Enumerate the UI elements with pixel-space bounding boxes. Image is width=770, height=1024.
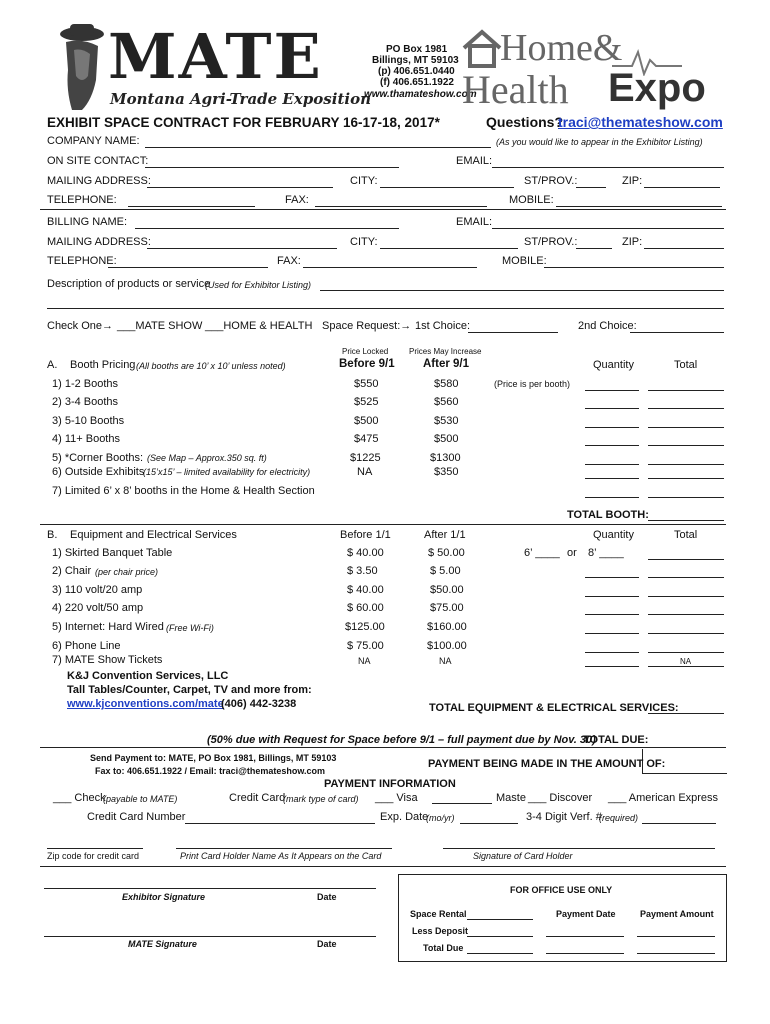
mailing-address-label: MAILING ADDRESS: [47,175,151,187]
section-a-letter: A. [47,359,58,371]
telephone-field[interactable] [128,206,255,207]
contact-email-field[interactable] [492,167,724,168]
page-title: EXHIBIT SPACE CONTRACT FOR FEBRUARY 16-17-18, 2017* [47,115,440,130]
billing-email-field[interactable] [492,228,724,229]
quantity-field[interactable] [585,652,639,653]
credit-card-note: (mark type of card) [283,794,359,804]
company-name-note: (As you would like to appear in the Exhibitor Listing) [496,137,703,147]
booth-price-after: $1300 [430,452,461,464]
cc-number-field[interactable] [185,823,375,824]
kj-company: K&J Convention Services, LLC [67,670,229,682]
space-request-label: Space Request:→ [322,320,412,332]
payment-info-title: PAYMENT INFORMATION [324,778,456,790]
website: www.thamateshow.com [364,89,477,100]
equipment-price-before: $125.00 [345,621,385,633]
booth-row-note: (See Map – Approx.350 sq. ft) [147,453,267,463]
billing-city-label: CITY: [350,236,378,248]
print-name-field[interactable] [176,848,392,849]
billing-fax-field[interactable] [303,267,477,268]
payment-amount-field-1[interactable] [637,936,715,937]
exhibitor-date-label: Date [317,892,337,902]
heartbeat-icon [612,46,682,76]
cc-number-label: Credit Card Number [87,811,186,823]
logo-subtitle: Montana Agri-Trade Exposition [110,90,371,108]
total-field[interactable] [648,427,724,428]
total-field[interactable] [648,633,724,634]
space-rental-field[interactable] [467,919,533,920]
equipment-row-note: (per chair price) [95,567,159,577]
booth-price-before: $475 [354,433,379,445]
billing-mailing-label: MAILING ADDRESS: [47,236,151,248]
home-health-option[interactable]: ___HOME & HEALTH [205,320,313,332]
billing-mobile-field[interactable] [544,267,724,268]
equipment-price-before: $ 40.00 [347,547,384,559]
section-b-col2: After 1/1 [424,529,466,541]
exhibitor-signature-field[interactable] [44,888,376,889]
zip-code-label: Zip code for credit card [47,851,140,861]
billing-name-label: BILLING NAME: [47,216,128,228]
billing-fax-label: FAX: [277,255,301,267]
prices-increase-label: Prices May Increase [409,347,482,356]
equipment-row-label: 1) Skirted Banquet Table [52,547,173,559]
booth-price-before: $500 [354,415,379,427]
cvv-note: (required) [599,813,639,823]
discover-option[interactable]: ___ Discover [528,792,593,804]
credit-card-label: Credit Card [229,792,286,804]
mate-logo [52,20,371,112]
billing-zip-label: ZIP: [622,236,643,248]
company-name-label: COMPANY NAME: [47,135,140,147]
total-field[interactable] [648,497,724,498]
quantity-field[interactable] [585,464,639,465]
payment-amount-field-2[interactable] [637,953,715,954]
total-field[interactable] [648,559,724,560]
total-due-label: TOTAL DUE: [583,734,649,746]
cowboy-icon [52,20,112,112]
booth-price-before: $525 [354,396,379,408]
booth-price-after: $500 [434,433,459,445]
total-field[interactable] [648,445,724,446]
billing-city-field[interactable] [380,248,518,249]
booth-price-before: $1225 [350,452,381,464]
mastercard-blank[interactable] [432,803,492,804]
equipment-row-label: 6) Phone Line [52,640,121,652]
expo-health-text: Health [462,67,569,112]
zip-field[interactable] [644,187,720,188]
city-field[interactable] [380,187,514,188]
price-locked-label: Price Locked [342,347,389,356]
billing-telephone-field[interactable] [108,267,268,268]
city-label: CITY: [350,175,378,187]
total-field[interactable] [648,666,724,667]
divider [40,209,726,210]
mate-date-label: Date [317,939,337,949]
section-b-col1: Before 1/1 [340,529,391,541]
fax-email-line: Fax to: 406.651.1922 / Email: traci@themateshow.com [95,766,326,776]
quantity-field[interactable] [585,497,639,498]
billing-telephone-label: TELEPHONE: [47,255,117,267]
booth-row-label: 6) Outside Exhibits [52,466,145,478]
quantity-field[interactable] [585,445,639,446]
total-equipment-label: TOTAL EQUIPMENT & ELECTRICAL SERVICES: [429,702,679,714]
equipment-price-after: $160.00 [427,621,467,633]
check-one-label: Check One→ [47,320,114,332]
first-choice-label: 1st Choice: [415,320,471,332]
billing-name-field[interactable] [135,228,399,229]
billing-stprov-field[interactable] [576,248,612,249]
table-size-6[interactable]: 6’ ____ [524,547,560,559]
quantity-field[interactable] [585,666,639,667]
kj-link[interactable]: www.kjconventions.com/mate [67,698,224,710]
check-option[interactable]: ___ Check [53,792,106,804]
total-field[interactable] [648,478,724,479]
quantity-field[interactable] [585,478,639,479]
divider [40,524,726,525]
due-note: (50% due with Request for Space before 9/1 – full payment due by Nov. 30) [207,734,596,746]
description-field-2[interactable] [47,308,724,309]
booth-row-label: 5) *Corner Booths: [52,452,144,464]
kj-phone: (406) 442-3238 [221,698,297,710]
telephone-label: TELEPHONE: [47,194,117,206]
payment-amount-label: Payment Amount [640,909,714,919]
logo-wordmark: MATE [108,20,323,93]
exp-date-note: (mo/yr) [426,813,455,823]
mobile-label: MOBILE: [509,194,554,206]
quantity-field[interactable] [585,614,639,615]
total-due-office-field[interactable] [467,953,533,954]
equipment-price-before: NA [358,656,371,666]
section-b-title: Equipment and Electrical Services [70,529,237,541]
house-icon [462,28,502,68]
equipment-price-after: $ 5.00 [430,565,461,577]
payment-date-label: Payment Date [556,909,616,919]
quantity-field[interactable] [585,577,639,578]
equipment-price-before: $ 75.00 [347,640,384,652]
billing-stprov-label: ST/PROV.: [524,236,578,248]
payment-date-field-2[interactable] [546,953,624,954]
stprov-label: ST/PROV.: [524,175,578,187]
zip-code-field[interactable] [47,848,143,849]
equipment-row-label: 7) MATE Show Tickets [52,654,163,666]
booth-row-note: (15’x15’ – limited availability for electricity) [143,467,311,477]
total-field[interactable] [648,596,724,597]
phone-number: (p) 406.651.0440 [378,66,455,77]
equipment-price-after: NA [439,656,452,666]
payment-amount-label: PAYMENT BEING MADE IN THE AMOUNT OF: [428,758,666,770]
mastercard-option[interactable]: Maste [496,792,526,804]
equipment-price-before: $ 40.00 [347,584,384,596]
billing-mailing-field[interactable] [147,248,337,249]
fax-label: FAX: [285,194,309,206]
mobile-field[interactable] [556,206,722,207]
cvv-field[interactable] [642,823,716,824]
table-size-or: or [567,547,577,559]
mailing-address-field[interactable] [147,187,333,188]
booth-price-after: $560 [434,396,459,408]
expo-home-text: Home& [500,27,623,69]
exp-date-label: Exp. Date [380,811,429,823]
total-equipment-field[interactable] [648,713,724,714]
equipment-price-after: $50.00 [430,584,464,596]
quantity-field[interactable] [585,427,639,428]
total-field[interactable] [648,464,724,465]
equipment-price-before: $ 3.50 [347,565,378,577]
section-a-total: Total [674,359,698,371]
less-deposit-label: Less Deposit [412,926,469,936]
description-label: Description of products or service [47,278,211,290]
mate-signature-field[interactable] [44,936,376,937]
equipment-price-before: $ 60.00 [347,602,384,614]
booth-price-before: NA [357,466,373,478]
booth-price-after: $580 [434,378,459,390]
tickets-total: NA [680,657,692,666]
equipment-row-label: 4) 220 volt/50 amp [52,602,144,614]
mate-show-option[interactable]: ___MATE SHOW [117,320,203,332]
booth-row-label: 2) 3-4 Booths [52,396,119,408]
booth-price-after: $530 [434,415,459,427]
quantity-field[interactable] [585,408,639,409]
address-line-1: PO Box 1981 [386,44,448,55]
booth-price-after: $350 [434,466,459,478]
equipment-price-after: $ 50.00 [428,547,465,559]
check-option-note: (payable to MATE) [103,794,178,804]
table-size-8[interactable]: 8’ ____ [588,547,624,559]
section-b-quantity: Quantity [593,529,634,541]
booth-price-before: $550 [354,378,379,390]
booth-row-label: 3) 5-10 Booths [52,415,125,427]
exp-date-field[interactable] [460,823,518,824]
total-field[interactable] [648,614,724,615]
total-field[interactable] [648,390,724,391]
total-booth-field[interactable] [648,520,724,521]
divider [40,747,726,748]
stprov-field[interactable] [576,187,606,188]
booth-row-label: 1) 1-2 Booths [52,378,119,390]
office-use-title: FOR OFFICE USE ONLY [510,885,613,895]
mate-signature-label: MATE Signature [128,939,197,949]
on-site-contact-label: ON SITE CONTACT: [47,155,149,167]
equipment-price-after: $75.00 [430,602,464,614]
equipment-row-label: 2) Chair [52,565,92,577]
send-payment-to: Send Payment to: MATE, PO Box 1981, Billings, MT 59103 [90,753,337,763]
equipment-row-label: 3) 110 volt/20 amp [52,584,143,596]
second-choice-label: 2nd Choice: [578,320,637,332]
fax-number: (f) 406.651.1922 [380,77,454,88]
contact-email-label: EMAIL: [456,155,493,167]
section-a-title: Booth Pricing [70,359,136,371]
description-note: (Used for Exhibitor Listing) [205,280,312,290]
total-due-office-label: Total Due [423,943,464,953]
section-b-total: Total [674,529,698,541]
on-site-contact-field[interactable] [145,167,399,168]
price-per-booth-note: (Price is per booth) [494,379,571,389]
equipment-row-note: (Free Wi-Fi) [166,623,214,633]
expo-expo-text: Expo [608,66,706,110]
second-choice-field[interactable] [630,332,724,333]
card-signature-label: Signature of Card Holder [473,851,573,861]
first-choice-field[interactable] [468,332,558,333]
total-field[interactable] [648,408,724,409]
company-name-field[interactable] [145,147,491,148]
space-rental-label: Space Rental [410,909,467,919]
booth-row-label: 7) Limited 6’ x 8’ booths in the Home & Health Section [52,485,315,497]
zip-label: ZIP: [622,175,643,187]
divider [40,866,726,867]
visa-option[interactable]: ___ Visa [375,792,418,804]
home-health-expo-logo [462,26,722,112]
billing-zip-field[interactable] [644,248,724,249]
total-booth-label: TOTAL BOOTH: [567,509,649,521]
questions-label: Questions? [486,114,564,130]
section-a-quantity: Quantity [593,359,634,371]
card-signature-field[interactable] [443,848,715,849]
less-deposit-field[interactable] [467,936,533,937]
cvv-label: 3-4 Digit Verf. # [526,811,602,823]
booth-row-label: 4) 11+ Booths [52,433,120,445]
equipment-row-label: 5) Internet: Hard Wired [52,621,164,633]
section-a-col2: After 9/1 [423,358,470,370]
quantity-field[interactable] [585,390,639,391]
total-field[interactable] [648,577,724,578]
fax-field[interactable] [315,206,487,207]
address-line-2: Billings, MT 59103 [372,55,459,66]
exhibitor-signature-label: Exhibitor Signature [122,892,206,902]
print-name-label: Print Card Holder Name As It Appears on the Card [180,851,382,861]
section-b-letter: B. [47,529,58,541]
questions-email-link[interactable]: traci@themateshow.com [558,114,723,130]
billing-email-label: EMAIL: [456,216,493,228]
section-a-note: (All booths are 10’ x 10’ unless noted) [136,361,286,371]
billing-mobile-label: MOBILE: [502,255,547,267]
amex-option[interactable]: ___ American Express [608,792,719,804]
quantity-field[interactable] [585,596,639,597]
section-a-col1: Before 9/1 [339,358,395,370]
equipment-price-after: $100.00 [427,640,467,652]
total-field[interactable] [648,652,724,653]
quantity-field[interactable] [585,633,639,634]
payment-date-field-1[interactable] [546,936,624,937]
description-field[interactable] [320,290,724,291]
kj-description: Tall Tables/Counter, Carpet, TV and more from: [67,684,312,696]
